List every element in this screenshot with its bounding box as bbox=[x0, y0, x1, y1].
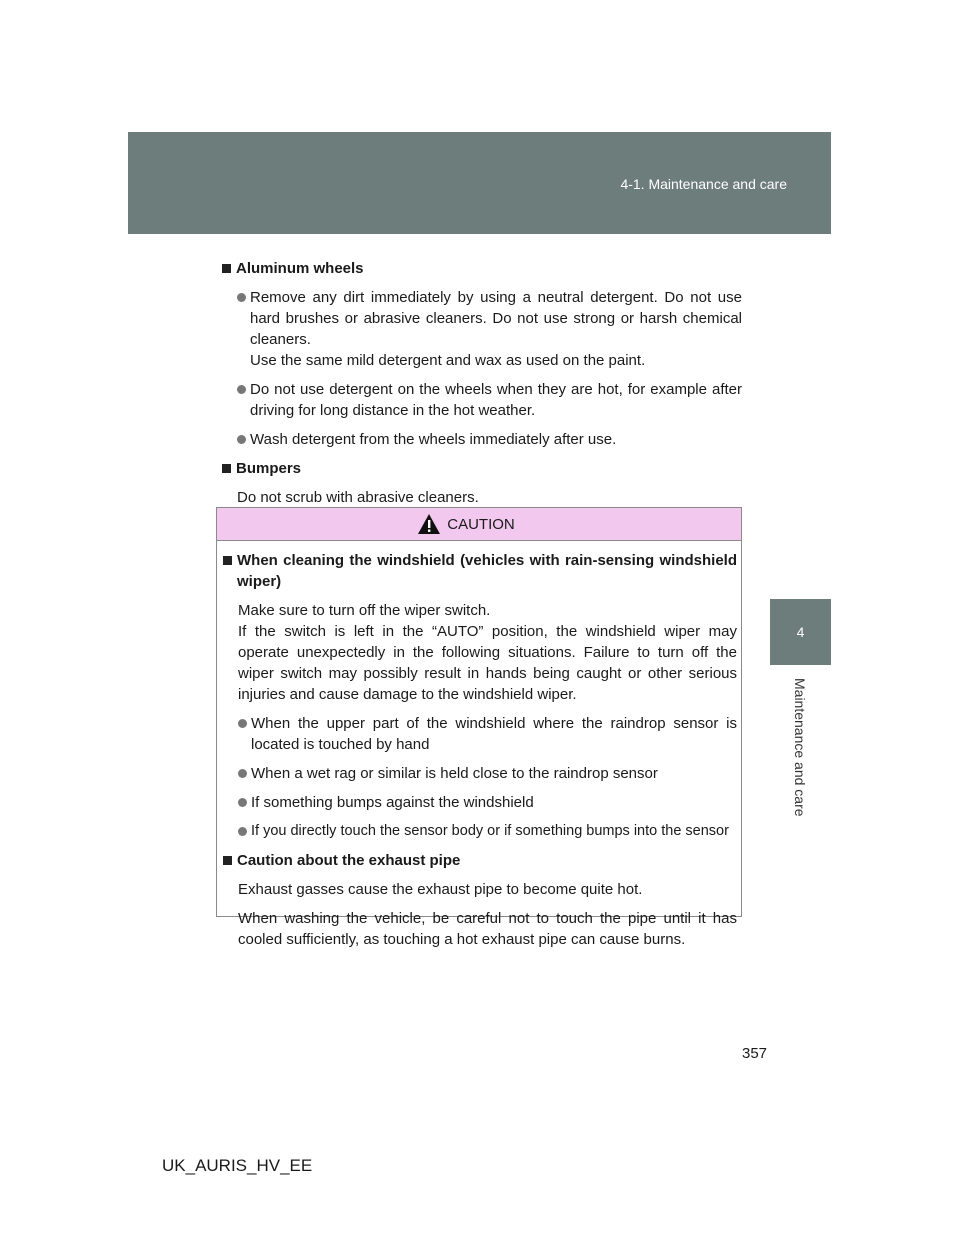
round-bullet-icon bbox=[238, 769, 247, 778]
round-bullet-icon bbox=[237, 385, 246, 394]
round-bullet-icon bbox=[237, 435, 246, 444]
list-item: Remove any dirt immediately by using a neutral detergent. Do not use hard brushes or abrasive cleaners. Do not use strong or harsh chemical cleaners. Use the same mild detergent and wax as used on the paint. bbox=[222, 287, 742, 371]
square-bullet-icon bbox=[223, 556, 232, 565]
bumpers-heading: Bumpers bbox=[222, 458, 742, 479]
chapter-tab bbox=[770, 599, 831, 665]
list-item: If something bumps against the windshield bbox=[223, 792, 737, 813]
chapter-number: 4 bbox=[796, 624, 805, 640]
list-item: Wash detergent from the wheels immediately after use. bbox=[222, 429, 742, 450]
windshield-heading: When cleaning the windshield (vehicles with rain-sensing windshield wiper) bbox=[223, 550, 737, 592]
list-item: When the upper part of the windshield where the raindrop sensor is located is touched by hand bbox=[223, 713, 737, 755]
exhaust-heading: Caution about the exhaust pipe bbox=[223, 850, 737, 871]
chapter-label: Maintenance and care bbox=[792, 678, 808, 817]
round-bullet-icon bbox=[238, 719, 247, 728]
page-number: 357 bbox=[742, 1045, 768, 1062]
list-item: When a wet rag or similar is held close to the raindrop sensor bbox=[223, 763, 737, 784]
bumpers-text: Do not scrub with abrasive cleaners. bbox=[237, 489, 479, 506]
windshield-text: Make sure to turn off the wiper switch. If the switch is left in the “AUTO” position, the windshield wiper may operate unexpectedly in the following situations. Failure to turn off the wiper switch may possibly result in hands being caught or other serious injuries and cause damage to the windshield wiper. bbox=[238, 602, 737, 703]
list-item: Do not use detergent on the wheels when they are hot, for example after driving for long distance in the hot weather. bbox=[222, 379, 742, 421]
exhaust-text-2: When washing the vehicle, be careful not to touch the pipe until it has cooled sufficiently, as touching a hot exhaust pipe can cause burns. bbox=[238, 910, 737, 948]
header-band bbox=[128, 132, 831, 234]
square-bullet-icon bbox=[222, 464, 231, 473]
main-content bbox=[222, 258, 742, 516]
exhaust-text-1: Exhaust gasses cause the exhaust pipe to become quite hot. bbox=[238, 881, 643, 898]
caution-box bbox=[216, 507, 742, 948]
caution-body bbox=[223, 550, 737, 958]
round-bullet-icon bbox=[238, 827, 247, 836]
caution-title: CAUTION bbox=[447, 515, 515, 533]
round-bullet-icon bbox=[238, 798, 247, 807]
square-bullet-icon bbox=[223, 856, 232, 865]
square-bullet-icon bbox=[222, 264, 231, 273]
round-bullet-icon bbox=[237, 293, 246, 302]
aluminum-heading: Aluminum wheels bbox=[222, 258, 742, 279]
warning-triangle-icon bbox=[417, 513, 441, 535]
list-item: If you directly touch the sensor body or if something bumps into the sensor bbox=[223, 821, 737, 842]
caution-header bbox=[217, 508, 741, 541]
section-title: 4-1. Maintenance and care bbox=[620, 176, 787, 192]
document-code: UK_AURIS_HV_EE bbox=[162, 1156, 313, 1175]
